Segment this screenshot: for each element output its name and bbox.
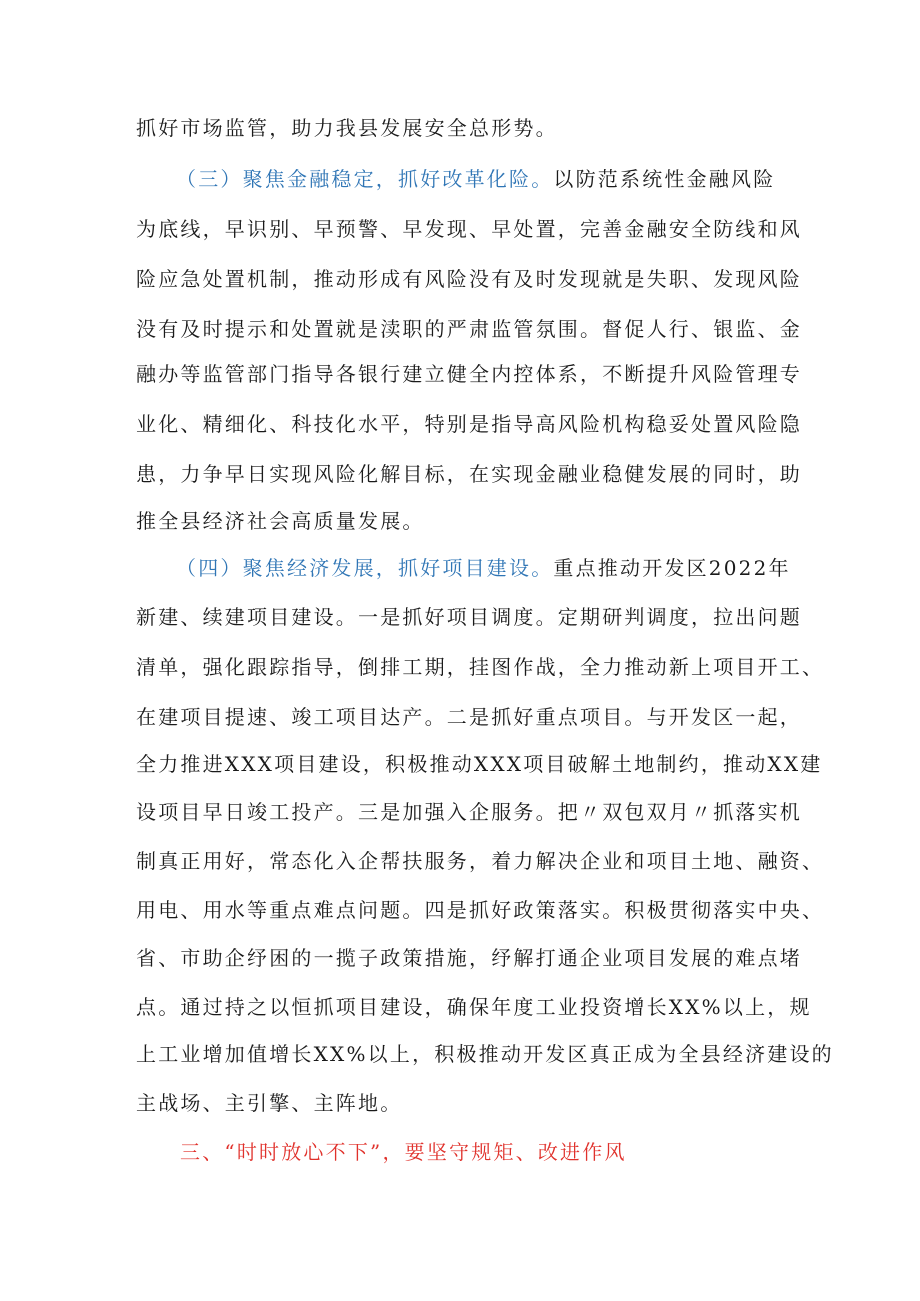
paragraph-line: 为底线，早识别、早预警、早发现、早处置，完善金融安全防线和风 (136, 217, 802, 241)
paragraph-line: 清单，强化跟踪指导，倒排工期，挂图作战，全力推动新上项目开工、 (136, 655, 825, 679)
subheading-3: （三）聚焦金融稳定，抓好改革化险。 (176, 167, 554, 191)
paragraph-line: 点。通过持之以恒抓项目建设，确保年度工业投资增长XX%以上，规 (136, 995, 812, 1019)
paragraph-line: 全力推进XXX项目建设，积极推动XXX项目破解土地制约，推动XX建 (136, 752, 823, 776)
paragraph-line: 推全县经济社会高质量发展。 (136, 509, 425, 533)
paragraph-first-line (176, 165, 775, 193)
paragraph-line: 制真正用好，常态化入企帮扶服务，着力解决企业和项目土地、融资、 (136, 849, 825, 873)
paragraph-line: 用电、用水等重点难点问题。四是抓好政策落实。积极贯彻落实中央、 (136, 898, 825, 922)
paragraph-first-line (176, 554, 791, 582)
paragraph-text: 重点推动开发区2022年 (553, 556, 791, 580)
paragraph-line: 抓好市场监管，助力我县发展安全总形势。 (136, 116, 558, 140)
subheading-4: （四）聚焦经济发展，抓好项目建设。 (176, 556, 554, 580)
paragraph-line: 上工业增加值增长XX%以上，积极推动开发区真正成为全县经济建设的 (136, 1042, 834, 1066)
paragraph-line: 主战场、主引擎、主阵地。 (136, 1091, 403, 1115)
paragraph-line: 融办等监管部门指导各银行建立健全内控体系，不断提升风险管理专 (136, 362, 802, 386)
paragraph-line: 省、市助企纾困的一揽子政策措施，纾解打通企业项目发展的难点堵 (136, 946, 802, 970)
paragraph-line: 新建、续建项目建设。一是抓好项目调度。定期研判调度，拉出问题 (136, 605, 802, 629)
paragraph-line: 险应急处置机制，推动形成有风险没有及时发现就是失职、发现风险 (136, 267, 802, 291)
paragraph-line: 患，力争早日实现风险化解目标，在实现金融业稳健发展的同时，助 (136, 462, 802, 486)
paragraph-line: 没有及时提示和处置就是渎职的严肃监管氛围。督促人行、银监、金 (136, 317, 802, 341)
paragraph-line: 设项目早日竣工投产。三是加强入企服务。把〃双包双月〃抓落实机 (136, 800, 802, 824)
paragraph-line: 在建项目提速、竣工项目达产。二是抓好重点项目。与开发区一起， (136, 705, 802, 729)
paragraph-line: 业化、精细化、科技化水平，特别是指导高风险机构稳妥处置风险隐 (136, 412, 802, 436)
section-heading: 三、“时时放心不下”，要坚守规矩、改进作风 (180, 1140, 627, 1164)
paragraph-text: 以防范系统性金融风险 (553, 167, 776, 191)
